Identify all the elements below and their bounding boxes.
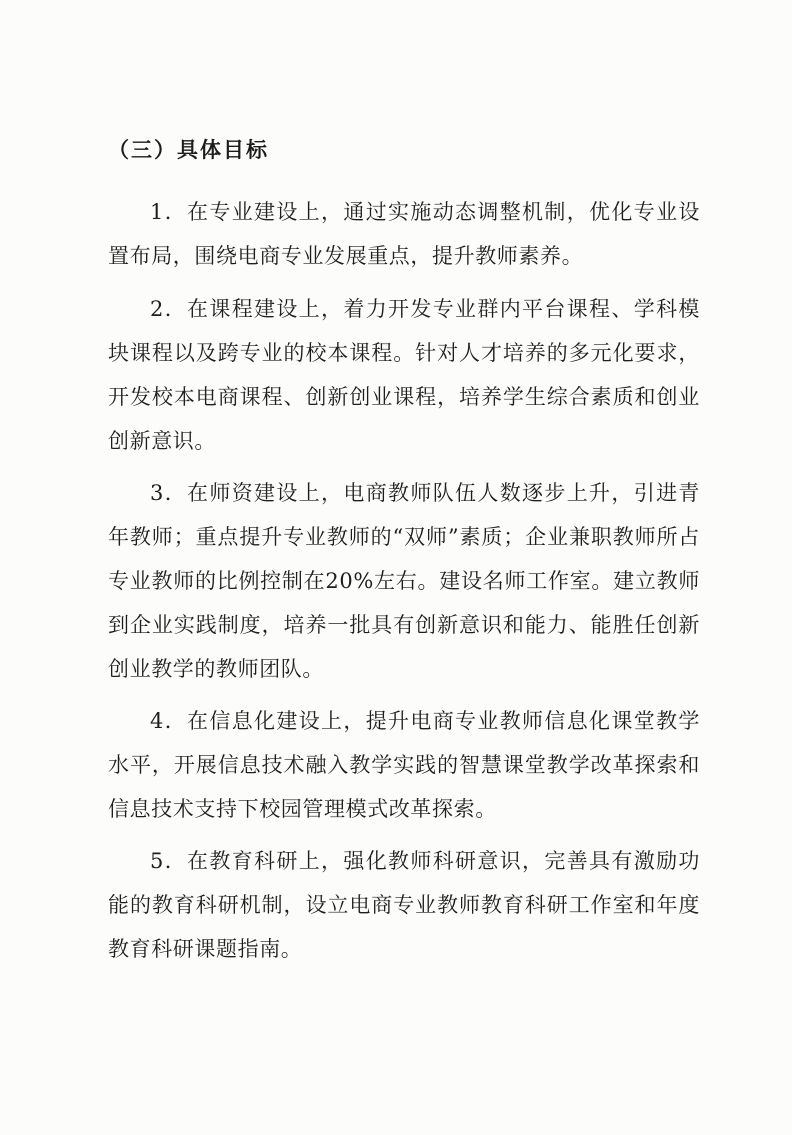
paragraph-goal-1: 1．在专业建设上，通过实施动态调整机制，优化专业设置布局，围绕电商专业发展重点，提升教师素养。	[108, 200, 700, 268]
section-heading: （三）具体目标	[108, 138, 269, 162]
paragraph-goal-4: 4．在信息化建设上，提升电商专业教师信息化课堂教学水平，开展信息技术融入教学实践的智慧课堂教学改革探索和信息技术支持下校园管理模式改革探索。	[108, 709, 700, 821]
paragraph-goal-5: 5．在教育科研上，强化教师科研意识，完善具有激励功能的教育科研机制，设立电商专业教师教育科研工作室和年度教育科研课题指南。	[108, 849, 700, 961]
paragraph-goal-2: 2．在课程建设上，着力开发专业群内平台课程、学科模块课程以及跨专业的校本课程。针对人才培养的多元化要求，开发校本电商课程、创新创业课程，培养学生综合素质和创业创新意识。	[108, 297, 700, 453]
paragraph-goal-3: 3．在师资建设上，电商教师队伍人数逐步上升，引进青年教师；重点提升专业教师的“双师”素质；企业兼职教师所占专业教师的比例控制在20%左右。建设名师工作室。建立教师到企业实践制度，培养一批具有创新意识和能力、能胜任创新创业教学的教师团队。	[108, 481, 700, 681]
